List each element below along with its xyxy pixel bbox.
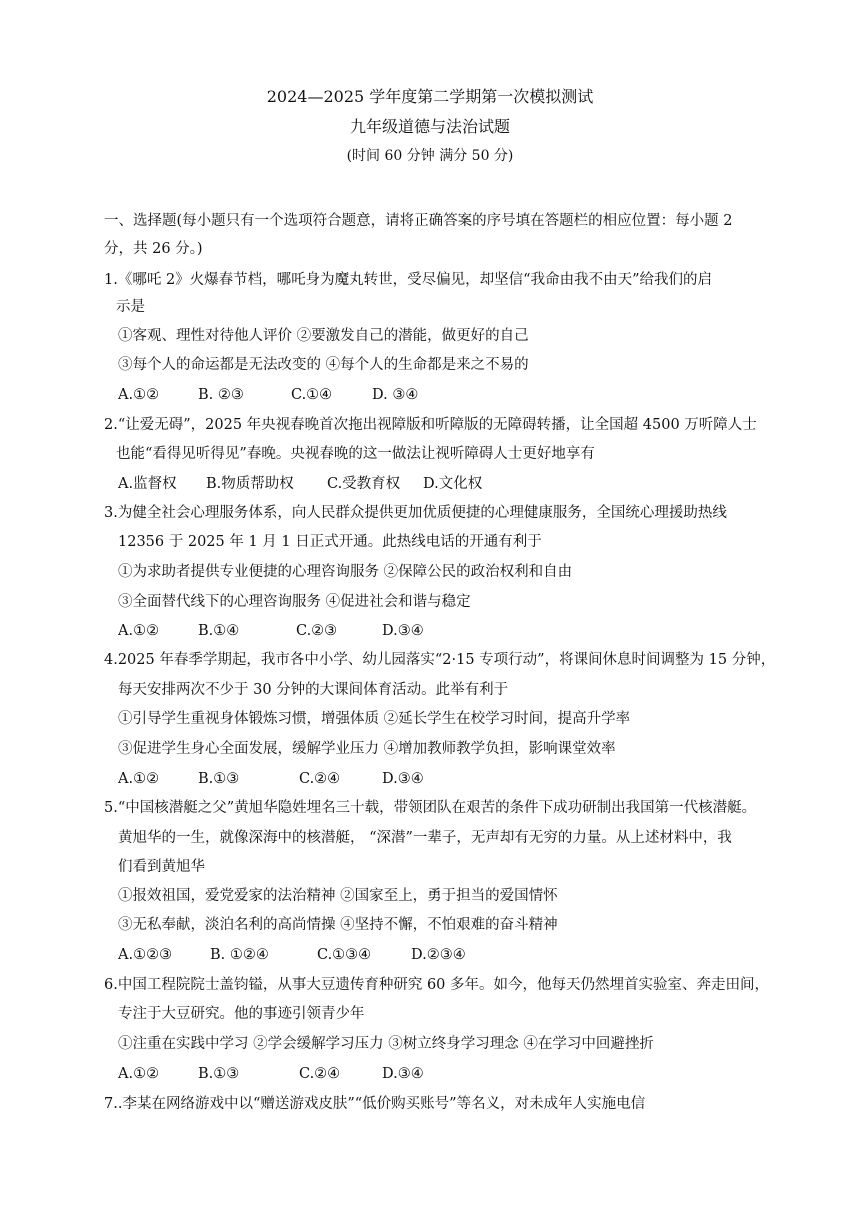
section-intro-line2: 分，共 26 分。)	[104, 241, 203, 257]
q4-option-c: C.②④	[299, 771, 341, 787]
q1-statement-1: ①客观、理性对待他人评价 ②要激发自己的潜能，做更好的自己	[118, 328, 529, 344]
q3-option-a: A.①②	[118, 623, 160, 639]
q3-stem-line1: 3.为健全社会心理服务体系，向人民群众提供更加优质便捷的心理健康服务，全国统心理援助热线	[104, 505, 727, 521]
q2-options	[118, 474, 482, 494]
q4-option-d: D.③④	[382, 771, 424, 787]
q6-options	[118, 1064, 424, 1084]
q6-stem-line1: 6.中国工程院院士盖钧镒，从事大豆遗传育种研究 60 多年。如今，他每天仍然埋首实验室、奔走田间，	[104, 977, 769, 993]
q5-option-d: D.②③④	[411, 947, 466, 963]
q5-options	[118, 945, 466, 965]
q1-statement-2: ③每个人的命运都是无法改变的 ④每个人的生命都是来之不易的	[118, 357, 529, 373]
q4-statement-1: ①引导学生重视身体锻炼习惯，增强体质 ②延长学生在校学习时间，提高升学率	[118, 711, 631, 727]
q1-option-b: B. ②③	[198, 387, 244, 403]
q5-stem-line1: 5.“中国核潜艇之父”黄旭华隐姓埋名三十载，带领团队在艰苦的条件下成功研制出我国第一代核潜艇。	[104, 800, 757, 816]
q3-option-c: C.②③	[296, 623, 338, 639]
q4-option-a: A.①②	[118, 771, 160, 787]
q1-option-a: A.①②	[118, 387, 160, 403]
q6-statement-1: ①注重在实践中学习 ②学会缓解学习压力 ③树立终身学习理念 ④在学习中回避挫折	[118, 1036, 654, 1052]
exam-title: 2024—2025 学年度第二学期第一次模拟测试	[266, 87, 594, 106]
q4-statement-2: ③促进学生身心全面发展，缓解学业压力 ④增加教师教学负担，影响课堂效率	[118, 741, 616, 757]
q2-stem-line1: 2.“让爱无碍”，2025 年央视春晚首次拖出视障版和听障版的无障碍转播，让全国超 4500 万听障人士	[104, 417, 757, 433]
q1-options	[118, 385, 418, 405]
q5-option-b: B. ①②④	[210, 947, 269, 963]
q3-options	[118, 621, 424, 641]
q5-option-a: A.①②③	[118, 947, 173, 963]
q2-option-a: A.监督权	[118, 476, 177, 492]
q2-stem-line2: 也能“看得见听得见”春晚。央视春晚的这一做法让视听障碍人士更好地享有	[116, 446, 595, 462]
q7-stem-line1: 7..李某在网络游戏中以“赠送游戏皮肤”“低价购买账号”等名义，对未成年人实施电信	[104, 1096, 646, 1112]
q5-stem-line2: 黄旭华的一生，就像深海中的核潜艇， “深潜”一辈子，无声却有无穷的力量。从上述材料中，我	[118, 830, 732, 846]
q3-statement-1: ①为求助者提供专业便捷的心理咨询服务 ②保障公民的政治权利和自由	[118, 564, 573, 580]
q4-stem-line1: 4.2025 年春季学期起，我市各中小学、幼儿园落实“2·15 专项行动”，将课间休息时间调整为 15 分钟，	[104, 652, 776, 668]
q3-statement-2: ③全面替代线下的心理咨询服务 ④促进社会和谐与稳定	[118, 594, 471, 610]
q1-option-d: D. ③④	[372, 387, 419, 403]
q1-stem-line1: 1.《哪吒 2》火爆春节档，哪吒身为魔丸转世，受尽偏见，却坚信“我命由我不由天”给我们的启	[104, 272, 712, 288]
q6-option-c: C.②④	[299, 1066, 341, 1082]
q6-option-a: A.①②	[118, 1066, 160, 1082]
q2-option-d: D.文化权	[423, 476, 483, 492]
q6-option-d: D.③④	[382, 1066, 424, 1082]
q5-statement-2: ③无私奉献，淡泊名利的高尚情操 ④坚持不懈，不怕艰难的奋斗精神	[118, 917, 558, 933]
q2-option-c: C.受教育权	[327, 476, 401, 492]
q3-option-d: D.③④	[382, 623, 424, 639]
q5-stem-line3: 们看到黄旭华	[118, 859, 205, 875]
q5-option-c: C.①③④	[317, 947, 372, 963]
time-note: (时间 60 分钟 满分 50 分)	[346, 148, 514, 164]
q4-stem-line2: 每天安排两次不少于 30 分钟的大课间体育活动。此举有利于	[118, 682, 509, 698]
q1-stem-line2: 示是	[116, 299, 145, 315]
q3-option-b: B.①④	[198, 623, 240, 639]
q5-statement-1: ①报效祖国，爱党爱家的法治精神 ②国家至上，勇于担当的爱国情怀	[118, 888, 558, 904]
q6-option-b: B.①③	[198, 1066, 240, 1082]
q6-stem-line2: 专注于大豆研究。他的事迹引领青少年	[118, 1006, 365, 1022]
q4-options	[118, 769, 424, 789]
q4-option-b: B.①③	[198, 771, 240, 787]
q1-option-c: C.①④	[291, 387, 333, 403]
section-intro-line1: 一、选择题(每小题只有一个选项符合题意，请将正确答案的序号填在答题栏的相应位置：每小题 2	[104, 213, 733, 229]
exam-subtitle: 九年级道德与法治试题	[349, 117, 510, 136]
q3-stem-line2: 12356 于 2025 年 1 月 1 日正式开通。此热线电话的开通有利于	[118, 534, 542, 550]
q2-option-b: B.物质帮助权	[206, 476, 294, 492]
